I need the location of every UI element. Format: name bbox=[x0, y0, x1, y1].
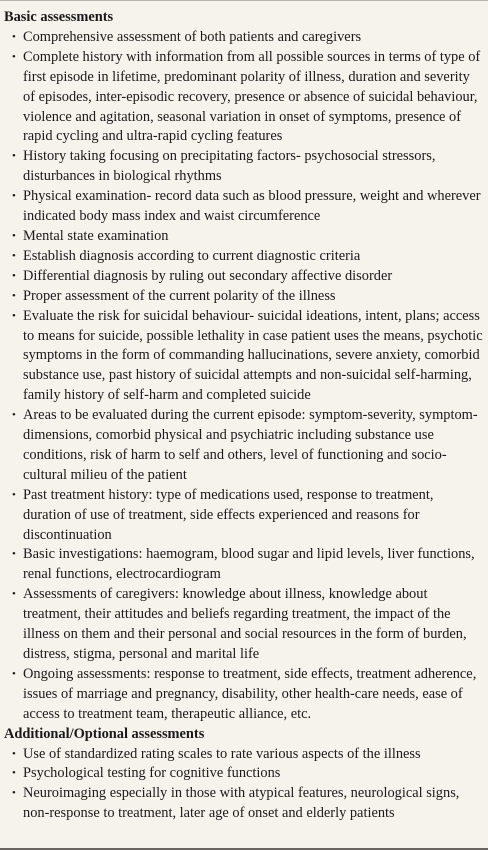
list-item-text: Proper assessment of the current polarity of the illness bbox=[23, 287, 336, 304]
list-item bbox=[4, 745, 484, 765]
list-item bbox=[4, 28, 484, 48]
bullet-icon: • bbox=[12, 409, 16, 422]
list-item bbox=[4, 406, 484, 486]
list-item-text: Comprehensive assessment of both patients and caregivers bbox=[23, 28, 362, 45]
bullet-icon: • bbox=[12, 289, 16, 302]
list-item bbox=[4, 267, 484, 287]
list-item-text: History taking focusing on precipitating factors- psychosocial stressors, disturbances in biological rhythms bbox=[23, 148, 436, 185]
list-item bbox=[4, 665, 484, 725]
bullet-icon: • bbox=[12, 488, 16, 501]
list-item bbox=[4, 287, 484, 307]
section-heading: Basic assessments bbox=[4, 9, 114, 25]
section-basic-assessments bbox=[4, 8, 484, 725]
bullet-icon: • bbox=[12, 767, 16, 780]
bullet-icon: • bbox=[12, 229, 16, 242]
bullet-icon: • bbox=[12, 747, 16, 760]
list-item bbox=[4, 247, 484, 267]
section-heading: Additional/Optional assessments bbox=[4, 725, 205, 742]
list-item-text: Differential diagnosis by ruling out secondary affective disorder bbox=[23, 267, 393, 284]
list-item bbox=[4, 545, 484, 585]
section-additional-assessments bbox=[4, 725, 484, 825]
bullet-icon: • bbox=[12, 249, 16, 262]
list-item bbox=[4, 147, 484, 187]
bullet-icon: • bbox=[12, 269, 16, 282]
bullet-icon: • bbox=[12, 150, 16, 163]
list-item bbox=[4, 187, 484, 227]
list-item bbox=[4, 585, 484, 665]
list-item-text: Areas to be evaluated during the current episode: symptom-severity, symptom-dimensions, comorbid physical and psychiatric including substance use conditions, risk of harm to self and others, level of functioning and socio-cultural milieu of the patient bbox=[23, 407, 478, 483]
list-item bbox=[4, 48, 484, 148]
list-item-text: Psychological testing for cognitive functions bbox=[23, 765, 281, 782]
list-item-text: Use of standardized rating scales to rate various aspects of the illness bbox=[23, 745, 421, 762]
list-item-text: Ongoing assessments: response to treatment, side effects, treatment adherence, issues of marriage and pregnancy, disability, other health-care needs, ease of access to treatment team, therapeutic alliance, etc. bbox=[23, 665, 477, 722]
bullet-icon: • bbox=[12, 309, 16, 322]
bullet-icon: • bbox=[12, 190, 16, 203]
list-item-text: Establish diagnosis according to current diagnostic criteria bbox=[23, 247, 361, 264]
list-item bbox=[4, 227, 484, 247]
bullet-icon: • bbox=[12, 588, 16, 601]
list-item-text: Complete history with information from all possible sources in terms of type of first episode in lifetime, predominant polarity of illness, duration and severity of episodes, inter-episodic recovery, presence or absence of suicidal behaviour, violence and agitation, seasonal variation in onset of symptoms, presence of rapid cycling and ultra-rapid cycling features bbox=[23, 48, 481, 145]
bullet-icon: • bbox=[12, 50, 16, 63]
list-item bbox=[4, 486, 484, 546]
list-item-text: Mental state examination bbox=[23, 227, 169, 244]
bullet-list bbox=[4, 28, 484, 725]
list-item bbox=[4, 764, 484, 784]
list-item-text: Assessments of caregivers: knowledge about illness, knowledge about treatment, their attitudes and beliefs regarding treatment, the impact of the illness on them and their personal and social resources in the form of burden, distress, stigma, personal and marital life bbox=[23, 586, 467, 662]
list-item-text: Neuroimaging especially in those with atypical features, neurological signs, non-response to treatment, later age of onset and elderly patients bbox=[23, 785, 460, 822]
list-item bbox=[4, 307, 484, 407]
bullet-icon: • bbox=[12, 667, 16, 680]
bullet-list bbox=[4, 745, 484, 825]
bullet-icon: • bbox=[12, 787, 16, 800]
list-item-text: Evaluate the risk for suicidal behaviour- suicidal ideations, intent, plans; access to means for suicide, possible lethality in case patient uses the means, psychotic symptoms in the form of commanding hallucinations, severe anxiety, comorbid substance use, past history of suicidal attempts and non-suicidal self-harming, family history of self-harm and completed suicide bbox=[23, 307, 483, 404]
list-item-text: Physical examination- record data such as blood pressure, weight and wherever indicated body mass index and waist circumference bbox=[23, 188, 481, 225]
bullet-icon: • bbox=[12, 548, 16, 561]
list-item-text: Basic investigations: haemogram, blood sugar and lipid levels, liver functions, renal functions, electrocardiogram bbox=[23, 546, 475, 583]
list-item bbox=[4, 784, 484, 824]
list-item-text: Past treatment history: type of medications used, response to treatment, duration of use of treatment, side effects experienced and reasons for discontinuation bbox=[23, 486, 434, 543]
bullet-icon: • bbox=[12, 30, 16, 43]
